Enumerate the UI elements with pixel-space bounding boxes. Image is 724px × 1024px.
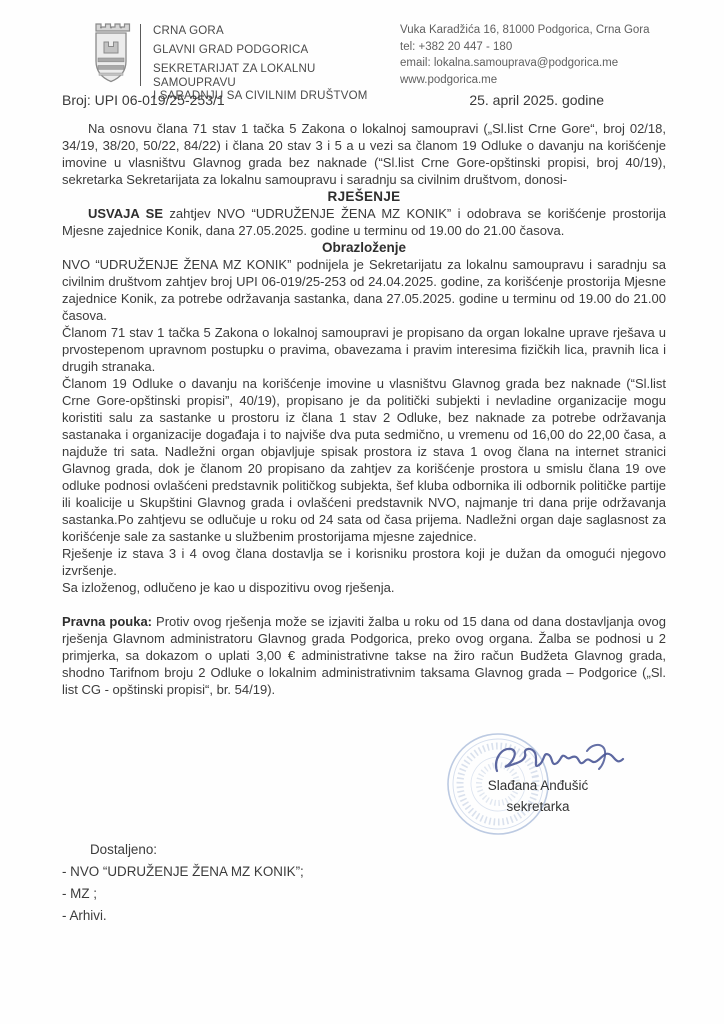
address: Vuka Karadžića 16, 81000 Podgorica, Crna Gora — [400, 24, 650, 36]
country-name: CRNA GORA — [153, 25, 224, 37]
website: www.podgorica.me — [400, 73, 498, 86]
decision-title: RJEŠENJE — [327, 189, 401, 204]
signatory-title: sekretarka — [506, 799, 570, 814]
secretariat-name-line2: I SARADNJU SA CIVILNIM DRUŠTVOM — [153, 90, 368, 102]
explanation-paragraph: Sa izloženog, odlučeno je kao u dispozitivu ovog rješenja. — [62, 580, 395, 595]
email: email: lokalna.samouprava@podgorica.me — [400, 57, 619, 69]
distribution-label: Dostaljeno: — [90, 842, 157, 857]
disposition-text: zahtjev NVO “UDRUŽENJE ŽENA MZ KONIK” i odobrava se korišćenje prostorija Mjesne zajednice Konik, dana 27.05.2025. godine u terminu od 19.00 do 21.00 časova. — [62, 206, 667, 238]
distribution-item: - Arhivi. — [62, 908, 107, 923]
explanation-paragraph: Članom 71 stav 1 tačka 5 Zakona o lokalnoj samoupravi je propisano da organ lokalne uprave rješava u prvostepenom upravnom postupku o pravima, obavezama i pravim interesima fizičkih lica, pravnih lica i drugih stranaka. — [62, 325, 666, 374]
disposition-lead: USVAJA SE — [88, 206, 164, 221]
secretariat-name-line1: SEKRETARIJAT ZA LOKALNU SAMOUPRAVU — [153, 63, 316, 89]
intro-paragraph: Na osnovu člana 71 stav 1 tačka 5 Zakona o lokalnoj samoupravi („Sl.list Crne Gore“, broj 02/18, 34/19, 38/20, 50/22, 84/22) i člana 20 stav 3 i 5 a u vezi sa članom 19 Odluke o davanju na korišćenje imovine u vlasništvu Glavnog grada bez naknade (“Sl.list Crne Gore-opštinski propisi, broj 40/19), sekretarka Sekretarijata za lokalnu samoupravu i saradnju sa civilnim društvom, donosi- — [62, 121, 666, 187]
explanation-paragraph: Rješenje iz stava 3 i 4 ovog člana dostavlja se i korisniku prostora koji je dužan da omogući njegovo izvršenje. — [62, 546, 666, 578]
case-header-row — [62, 92, 666, 108]
legal-remedy-paragraph — [62, 613, 666, 698]
letterhead-divider — [140, 24, 141, 86]
legal-remedy-lead: Pravna pouka: — [62, 614, 153, 629]
legal-remedy-text: Protiv ovog rješenja može se izjaviti žalba u roku od 15 dana od dana dostavljanja ovog rješenja Glavnom administratoru Glavnog grada Podgorica, preko ovog organa. Žalba se podnosi u 2 primjerka, sa dokazom o uplati 3,00 € administrativne takse na žiro račun Budžeta Glavnog grada, shodno Tarifnom broju 2 Odluke o lokalnim administrativnim taksama Glavnog grada – Podgorice („Sl. list CG - opštinski propisi“, br. 54/19). — [62, 614, 667, 697]
document-body — [62, 120, 666, 698]
signature-block — [452, 775, 624, 817]
distribution-item: - NVO “UDRUŽENJE ŽENA MZ KONIK”; — [62, 864, 304, 879]
letter-date: 25. april 2025. godine — [469, 92, 604, 108]
phone: tel: +382 20 447 - 180 — [400, 40, 513, 53]
case-number: Broj: UPI 06-019/25-253/1 — [62, 92, 225, 108]
explanation-paragraph: Članom 19 Odluke o davanju na korišćenje imovine u vlasništvu Glavnog grada bez naknade (“Sl.list Crne Gore-opštinski propisi”, 40/19), propisano je da politički subjekti i nevladine organizacije mogu koristiti salu za sastanke u prostoru iz člana 1 stav 2 Odluke, bez naknade za potrebe održavanja sastanaka i organizacije događaja i to najviše dva puta sedmično, u vremenu od 16,00 do 22,00 časa, a najduže tri sata. Nadležni organ objavljuje spisak prostora iz stava 1 ovog člana na internet stranici Glavnog grada, dok je članom 20 propisano da zahtjev za korišćenje prostora u smislu člana 19 ove odluke podnosi ovlašćeni predstavnik političkog subjekta, šef kluba odbornika ili odbornik političke partije ili koalicije u Skupštini Glavnog grada i ovlašćeni predstavnik NVO, najmanje tri dana prije održavanja sastanka.Po zahtjevu se odlučuje u roku od 24 sata od časa prijema. Nadležni organ daje saglasnost za korišćenje sale za sastanke u službenim prostorijama mjesne zajednice. — [62, 376, 666, 544]
distribution-list — [62, 839, 304, 927]
contact-info — [400, 22, 680, 88]
podgorica-coat-of-arms-icon — [88, 19, 134, 91]
distribution-item: - MZ ; — [62, 886, 97, 901]
city-name: GLAVNI GRAD PODGORICA — [153, 44, 309, 56]
disposition-paragraph — [62, 205, 666, 239]
signatory-name: Slađana Anđušić — [487, 778, 589, 793]
explanation-paragraph: NVO “UDRUŽENJE ŽENA MZ KONIK” podnijela je Sekretarijatu za lokalnu samoupravu i saradnju sa civilnim društvom zahtjev broj UPI 06-019/25-253 od 24.04.2025. godine, za korišćenje prostorija Mjesne zajednice Konik, za potrebe održavanja sastanka, dana 27.05.2025. godine u terminu od 19.00 do 21.00 časova. — [62, 257, 666, 323]
explanation-heading: Obrazloženje — [321, 240, 407, 255]
